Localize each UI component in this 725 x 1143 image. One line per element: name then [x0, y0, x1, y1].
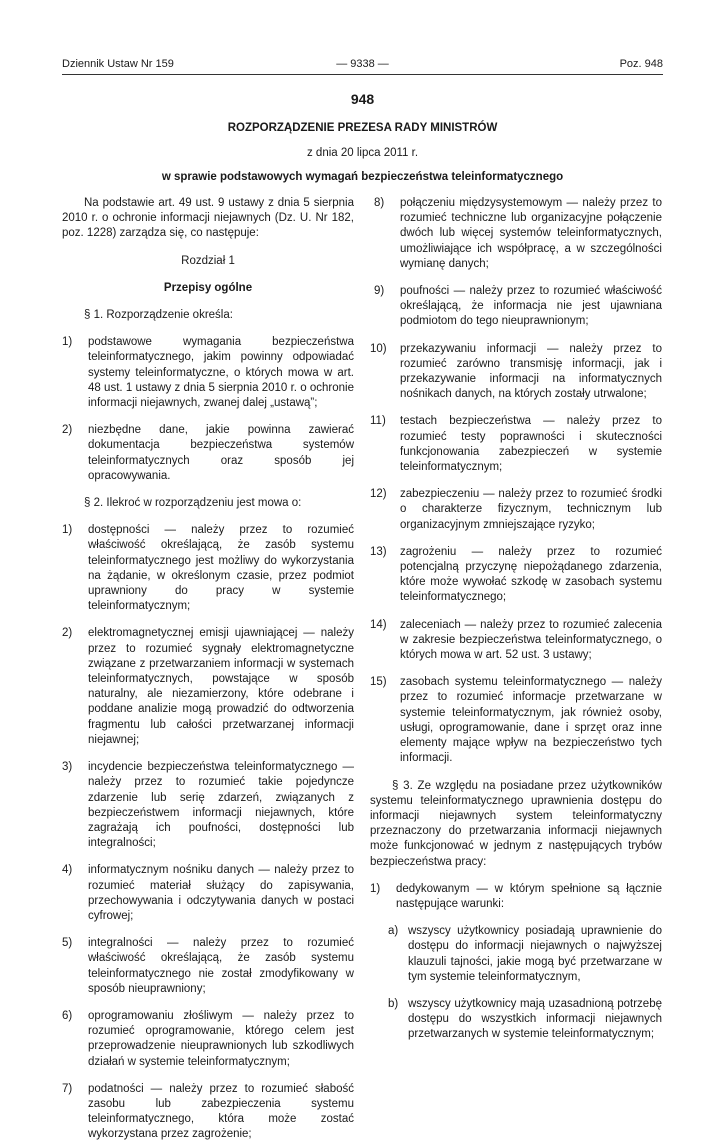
act-title: ROZPORZĄDZENIE PREZESA RADY MINISTRÓW [227, 122, 498, 134]
chapter-title: Przepisy ogólne [163, 281, 253, 294]
list-item: 7) podatności — należy przez to rozumieć słabość zasobu lub zabezpieczenia systemu teleinformatycznego, która może zostać wykorzystana przez zagrożenie; [62, 1082, 354, 1141]
act-number: 948 [350, 91, 375, 107]
list-item: 5) integralności — należy przez to rozumieć właściwość określającą, że zasób systemu teleinformatycznego nie został zmodyfikowany w sposób nieuprawniony; [62, 937, 354, 995]
list-item: 8) połączeniu międzysystemowym — należy przez to rozumieć techniczne lub organizacyjne połączenie dwóch lub więcej systemów teleinformatycznych, umożliwiające ich współpracę, a w szczególności wymianę danych; [374, 197, 662, 270]
list-item: 1) podstawowe wymagania bezpieczeństwa teleinformatycznego, jakim powinny odpowiadać systemy teleinformatyczne, o których mowa w art. 48 ust. 1 ustawy z dnia 5 sierpnia 2010 r. o ochronie informacji niejawnych, zwanej dalej „ustawą”; [62, 336, 354, 410]
header-rule [62, 74, 663, 75]
list-item: 2) elektromagnetycznej emisji ujawniającej — należy przez to rozumieć sygnały elektromagnetyczne związane z przetwarzaniem informacji w systemach teleinformatycznych, powstające w sposób naturalny, ale niezamierzony, które odebrane i poddane analizie mogą prowadzić do odtworzenia fragmentu lub całości przetwarzanej informacji niejawnej; [62, 627, 354, 746]
list-item: 15) zasobach systemu teleinformatycznego — należy przez to rozumieć informacje przetwarzane w systemie teleinformatycznym, jak również osoby, usługi, oprogramowanie, dane i sprzęt oraz inne elementy mające wpływ na bezpieczeństwo tych informacji. [370, 676, 662, 765]
position-number: Poz. 948 [619, 58, 663, 70]
left-column [62, 196, 354, 1143]
list-item: 1) dostępności — należy przez to rozumieć właściwość określającą, że zasób systemu teleinformatycznego jest możliwy do wykorzystania na żądanie, w określonym czasie, przez podmiot uprawniony do pracy w systemie teleinformatycznym; [62, 524, 354, 613]
list-item: 10) przekazywaniu informacji — należy przez to rozumieć zarówno transmisję informacji, jak i przekazywanie informacji na informatycznych nośnikach danych, na których zostały utrwalone; [370, 342, 662, 401]
section-2-intro: § 2. Ilekroć w rozporządzeniu jest mowa o: [84, 497, 302, 510]
running-header [62, 57, 663, 71]
section-3-intro: § 3. Ze względu na posiadane przez użytkowników systemu teleinformatycznego uprawnienia dostępu do informacji niejawnych system teleinformatyczny przeznaczony do przetwarzania informacji niejawnych może funkcjonować w jednym z następujących trybów bezpieczeństwa pracy: [370, 779, 662, 868]
journal-name: Dziennik Ustaw Nr 159 [62, 58, 174, 70]
act-date: z dnia 20 lipca 2011 r. [306, 147, 419, 159]
chapter-heading: Rozdział 1 [181, 254, 235, 267]
sub-list-item: b) wszyscy użytkownicy mają uzasadnioną potrzebę dostępu do wszystkich informacji niejawnych przetwarzanych w systemie teleinformatycznym; [388, 997, 662, 1041]
page-number: — 9338 — [336, 58, 389, 70]
list-item: 13) zagrożeniu — należy przez to rozumieć potencjalną przyczynę niepożądanego zdarzenia, które może wywołać szkodę w zasobach systemu teleinformatycznego; [370, 545, 662, 604]
right-column [370, 196, 662, 1043]
act-subject: w sprawie podstawowych wymagań bezpieczeństwa teleinformatycznego [161, 171, 564, 183]
sub-list-item: a) wszyscy użytkownicy posiadają uprawnienie do dostępu do informacji niejawnych o najwyższej klauzuli tajności, jakie mogą być przetwarzane w tym systemie teleinformatycznym, [388, 925, 662, 983]
list-item: 4) informatycznym nośniku danych — należy przez to rozumieć materiał służący do zapisywania, przechowywania i odczytywania danych w postaci cyfrowej; [62, 864, 354, 922]
list-item: 6) oprogramowaniu złośliwym — należy przez to rozumieć oprogramowanie, którego celem jest przeprowadzenie nieuprawnionych lub szkodliwych działań w systemie teleinformatycznym; [62, 1009, 354, 1068]
list-item: 2) niezbędne dane, jakie powinna zawierać dokumentacja bezpieczeństwa systemów teleinformatycznych oraz sposób jej opracowywania. [62, 424, 354, 482]
list-item: 12) zabezpieczeniu — należy przez to rozumieć środki o charakterze fizycznym, technicznym lub organizacyjnym zmniejszające ryzyko; [370, 488, 662, 531]
preamble: Na podstawie art. 49 ust. 9 ustawy z dnia 5 sierpnia 2010 r. o ochronie informacji niejawnych (Dz. U. Nr 182, poz. 1228) zarządza się, co następuje: [62, 197, 354, 240]
list-item: 11) testach bezpieczeństwa — należy przez to rozumieć testy poprawności i skuteczności funkcjonowania zabezpieczeń w systemie teleinformatycznym; [370, 415, 662, 474]
list-item: 9) poufności — należy przez to rozumieć właściwość określającą, że informacja nie jest ujawniana podmiotom do tego nieuprawnionym; [374, 285, 662, 328]
list-item: 3) incydencie bezpieczeństwa teleinformatycznego — należy przez to rozumieć takie pojedyncze zdarzenie lub serię zdarzeń, związanych z bezpieczeństwem informacji niejawnych, które zagrażają ich poufności, dostępności lub integralności; [62, 761, 354, 850]
section-1-intro: § 1. Rozporządzenie określa: [84, 309, 233, 322]
list-item: 14) zaleceniach — należy przez to rozumieć zalecenia w zakresie bezpieczeństwa teleinformatycznego, o których mowa w art. 52 ust. 3 ustawy; [370, 618, 662, 662]
list-item: 1) dedykowanym — w którym spełnione są łącznie następujące warunki: [370, 882, 662, 910]
